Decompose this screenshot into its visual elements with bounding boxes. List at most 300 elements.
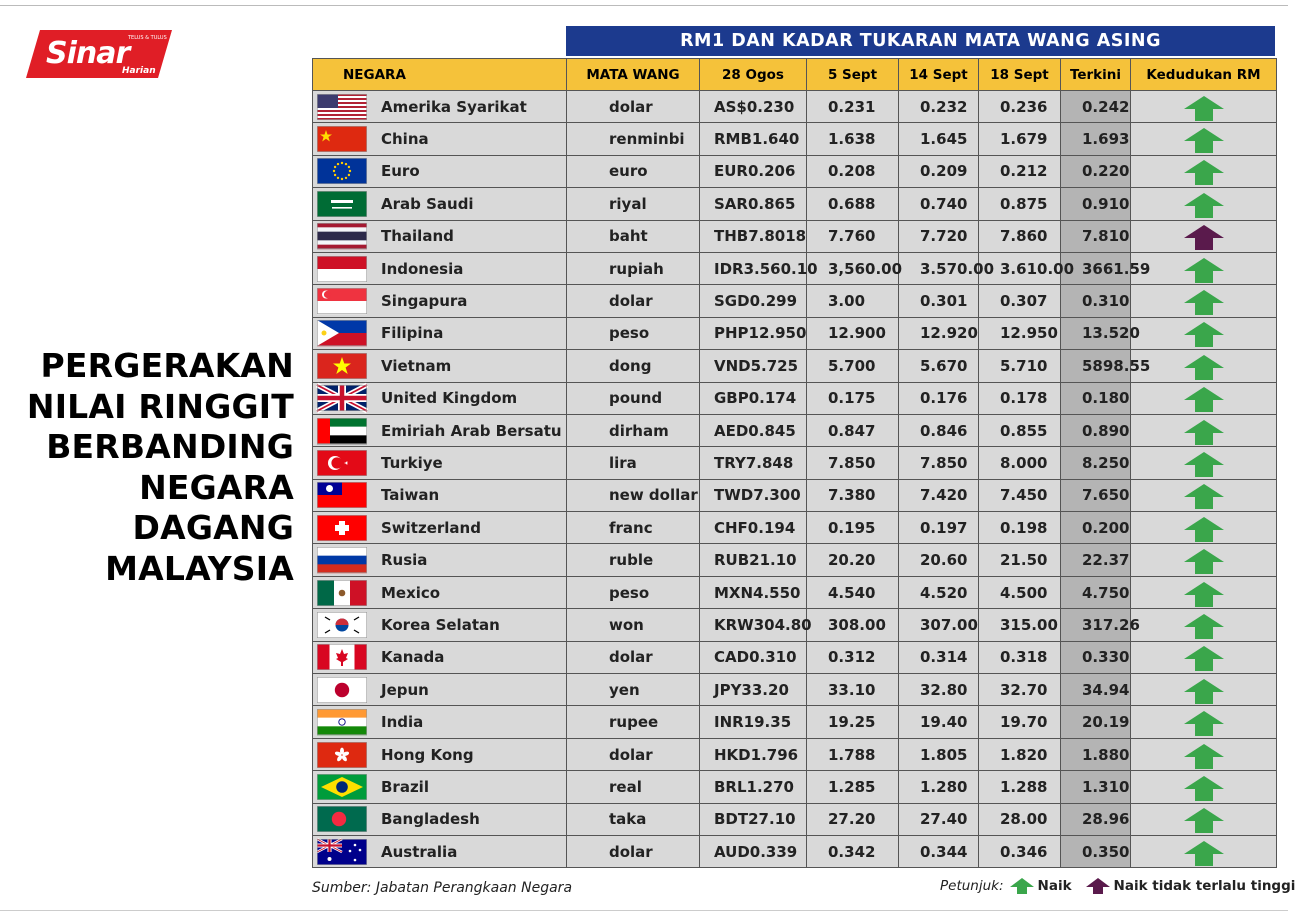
rate-28-ogos: PHP12.950 (700, 317, 807, 349)
rate-18-sept: 0.855 (979, 414, 1061, 446)
country-name: Filipina (381, 324, 444, 343)
country-cell (313, 91, 567, 123)
arrow-up-icon (1131, 484, 1276, 509)
rate-terkini: 4.750 (1061, 576, 1131, 608)
country-name: Rusia (381, 551, 428, 570)
country-cell (313, 803, 567, 835)
rate-terkini: 28.96 (1061, 803, 1131, 835)
country-cell (313, 576, 567, 608)
country-cell (313, 317, 567, 349)
country-cell (313, 674, 567, 706)
rate-18-sept: 315.00 (979, 609, 1061, 641)
table-row (313, 641, 1277, 673)
arrow-up-slight-icon (1086, 878, 1110, 894)
bottom-divider (0, 910, 1288, 911)
country-name: Korea Selatan (381, 615, 500, 634)
table-row (313, 188, 1277, 220)
rate-18-sept: 1.679 (979, 123, 1061, 155)
rate-18-sept: 0.236 (979, 91, 1061, 123)
kedudukan-cell (1131, 285, 1277, 317)
rate-14-sept: 0.209 (899, 155, 979, 187)
country-name: Switzerland (381, 518, 481, 537)
kedudukan-cell (1131, 641, 1277, 673)
table-row (313, 382, 1277, 414)
arrow-up-icon (1131, 711, 1276, 736)
country-name: Kanada (381, 648, 445, 667)
th-flag-icon (313, 223, 381, 249)
svg-text:Harian: Harian (122, 66, 156, 76)
rate-terkini: 0.220 (1061, 155, 1131, 187)
rate-5-sept: 1.788 (807, 738, 899, 770)
country-name: Brazil (381, 777, 429, 796)
rate-18-sept: 0.307 (979, 285, 1061, 317)
arrow-up-icon (1131, 517, 1276, 542)
kedudukan-cell (1131, 771, 1277, 803)
headline-line: BERBANDING (46, 427, 294, 466)
arrow-up-icon (1131, 355, 1276, 380)
country-name: Euro (381, 162, 420, 181)
table-row (313, 220, 1277, 252)
rate-5-sept: 0.208 (807, 155, 899, 187)
currency-cell: rupee (567, 706, 700, 738)
country-cell (313, 155, 567, 187)
currency-cell: baht (567, 220, 700, 252)
country-cell (313, 220, 567, 252)
tw-flag-icon (313, 482, 381, 508)
arrow-up-icon (1131, 128, 1276, 153)
table-row (313, 252, 1277, 284)
rate-14-sept: 0.344 (899, 835, 979, 867)
rate-18-sept: 0.212 (979, 155, 1061, 187)
rate-terkini: 0.910 (1061, 188, 1131, 220)
rate-terkini: 0.350 (1061, 835, 1131, 867)
country-cell (313, 835, 567, 867)
rate-terkini: 0.180 (1061, 382, 1131, 414)
col-header-terkini: Terkini (1061, 59, 1131, 91)
eu-flag-icon (313, 158, 381, 184)
rate-5-sept: 0.175 (807, 382, 899, 414)
rate-28-ogos: TWD7.300 (700, 479, 807, 511)
table-row (313, 609, 1277, 641)
rate-18-sept: 8.000 (979, 447, 1061, 479)
rate-18-sept: 0.346 (979, 835, 1061, 867)
country-cell (313, 414, 567, 446)
rate-14-sept: 0.314 (899, 641, 979, 673)
country-name: Vietnam (381, 356, 452, 375)
arrow-up-icon (1131, 322, 1276, 347)
rate-14-sept: 1.280 (899, 771, 979, 803)
hk-flag-icon (313, 742, 381, 768)
country-cell (313, 609, 567, 641)
country-cell (313, 771, 567, 803)
bd-flag-icon (313, 806, 381, 832)
kedudukan-cell (1131, 674, 1277, 706)
rate-18-sept: 5.710 (979, 350, 1061, 382)
rate-14-sept: 1.805 (899, 738, 979, 770)
rate-28-ogos: TRY7.848 (700, 447, 807, 479)
arrow-up-icon (1131, 96, 1276, 121)
rate-5-sept: 1.638 (807, 123, 899, 155)
currency-cell: yen (567, 674, 700, 706)
rate-5-sept: 7.850 (807, 447, 899, 479)
headline-line: DAGANG (132, 508, 294, 547)
sinar-harian-logo (26, 30, 172, 78)
ch-flag-icon (313, 515, 381, 541)
rate-28-ogos: AED0.845 (700, 414, 807, 446)
rate-18-sept: 0.875 (979, 188, 1061, 220)
rate-28-ogos: BRL1.270 (700, 771, 807, 803)
rate-28-ogos: MXN4.550 (700, 576, 807, 608)
kedudukan-cell (1131, 317, 1277, 349)
arrow-up-icon (1131, 808, 1276, 833)
currency-cell: riyal (567, 188, 700, 220)
rate-28-ogos: RMB1.640 (700, 123, 807, 155)
rate-28-ogos: SGD0.299 (700, 285, 807, 317)
table-row (313, 512, 1277, 544)
rate-28-ogos: AUD0.339 (700, 835, 807, 867)
kedudukan-cell (1131, 576, 1277, 608)
id-flag-icon (313, 256, 381, 282)
table-row (313, 350, 1277, 382)
rate-14-sept: 20.60 (899, 544, 979, 576)
rate-28-ogos: BDT27.10 (700, 803, 807, 835)
rate-18-sept: 32.70 (979, 674, 1061, 706)
kedudukan-cell (1131, 738, 1277, 770)
country-name: Emiriah Arab Bersatu (381, 421, 562, 440)
rate-28-ogos: HKD1.796 (700, 738, 807, 770)
currency-cell: peso (567, 317, 700, 349)
rate-14-sept: 3.570.00 (899, 252, 979, 284)
table-row (313, 771, 1277, 803)
rate-28-ogos: RUB21.10 (700, 544, 807, 576)
arrow-up-icon (1131, 744, 1276, 769)
rate-14-sept: 4.520 (899, 576, 979, 608)
currency-cell: euro (567, 155, 700, 187)
rate-28-ogos: EUR0.206 (700, 155, 807, 187)
currency-cell: renminbi (567, 123, 700, 155)
country-cell (313, 350, 567, 382)
country-cell (313, 285, 567, 317)
rate-terkini: 34.94 (1061, 674, 1131, 706)
rate-terkini: 5898.55 (1061, 350, 1131, 382)
rate-5-sept: 27.20 (807, 803, 899, 835)
col-header-18-sept: 18 Sept (979, 59, 1061, 91)
country-cell (313, 123, 567, 155)
arrow-up-icon (1131, 841, 1276, 866)
currency-cell: franc (567, 512, 700, 544)
rate-5-sept: 0.688 (807, 188, 899, 220)
table-row (313, 706, 1277, 738)
rate-terkini: 1.693 (1061, 123, 1131, 155)
rate-5-sept: 0.847 (807, 414, 899, 446)
ca-flag-icon (313, 644, 381, 670)
rate-terkini: 7.810 (1061, 220, 1131, 252)
country-name: Bangladesh (381, 810, 480, 829)
country-cell (313, 479, 567, 511)
table-row (313, 738, 1277, 770)
rate-14-sept: 0.740 (899, 188, 979, 220)
col-header-28-ogos: 28 Ogos (700, 59, 807, 91)
currency-cell: dolar (567, 835, 700, 867)
country-name: China (381, 130, 429, 149)
tr-flag-icon (313, 450, 381, 476)
kr-flag-icon (313, 612, 381, 638)
kedudukan-cell (1131, 479, 1277, 511)
country-name: Thailand (381, 227, 454, 246)
rate-terkini: 3661.59 (1061, 252, 1131, 284)
rate-5-sept: 3,560.00 (807, 252, 899, 284)
rate-terkini: 7.650 (1061, 479, 1131, 511)
country-cell (313, 447, 567, 479)
table-row (313, 835, 1277, 867)
svg-text:Sinar: Sinar (46, 36, 130, 71)
table-row (313, 155, 1277, 187)
rate-terkini: 1.880 (1061, 738, 1131, 770)
rate-terkini: 1.310 (1061, 771, 1131, 803)
col-header-kedudukan-rm: Kedudukan RM (1131, 59, 1277, 91)
arrow-up-icon (1131, 582, 1276, 607)
col-header-14-sept: 14 Sept (899, 59, 979, 91)
rate-terkini: 22.37 (1061, 544, 1131, 576)
headline-line: PERGERAKAN (40, 346, 294, 385)
country-name: Hong Kong (381, 745, 474, 764)
rate-14-sept: 5.670 (899, 350, 979, 382)
arrow-up-icon (1131, 614, 1276, 639)
arrow-up-icon (1131, 193, 1276, 218)
sg-flag-icon (313, 288, 381, 314)
rate-18-sept: 28.00 (979, 803, 1061, 835)
currency-cell: rupiah (567, 252, 700, 284)
rate-18-sept: 7.860 (979, 220, 1061, 252)
ae-flag-icon (313, 418, 381, 444)
rate-5-sept: 308.00 (807, 609, 899, 641)
currency-cell: real (567, 771, 700, 803)
currency-cell: dolar (567, 285, 700, 317)
kedudukan-cell (1131, 706, 1277, 738)
kedudukan-cell (1131, 414, 1277, 446)
rate-terkini: 0.310 (1061, 285, 1131, 317)
country-name: Indonesia (381, 259, 464, 278)
rate-14-sept: 7.850 (899, 447, 979, 479)
rate-28-ogos: GBP0.174 (700, 382, 807, 414)
rate-28-ogos: KRW304.80 (700, 609, 807, 641)
rate-5-sept: 0.312 (807, 641, 899, 673)
br-flag-icon (313, 774, 381, 800)
rate-terkini: 8.250 (1061, 447, 1131, 479)
rate-14-sept: 0.846 (899, 414, 979, 446)
country-cell (313, 738, 567, 770)
kedudukan-cell (1131, 512, 1277, 544)
rate-5-sept: 4.540 (807, 576, 899, 608)
country-name: India (381, 713, 424, 732)
country-cell (313, 382, 567, 414)
table-row (313, 317, 1277, 349)
rate-28-ogos: AS$0.230 (700, 91, 807, 123)
rate-18-sept: 0.198 (979, 512, 1061, 544)
rate-5-sept: 33.10 (807, 674, 899, 706)
rate-18-sept: 3.610.00 (979, 252, 1061, 284)
country-name: Taiwan (381, 486, 440, 505)
country-name: Turkiye (381, 453, 443, 472)
headline-line: NEGARA (139, 467, 294, 507)
rate-14-sept: 0.197 (899, 512, 979, 544)
gb-flag-icon (313, 385, 381, 411)
rate-14-sept: 0.176 (899, 382, 979, 414)
table-row (313, 414, 1277, 446)
rate-14-sept: 19.40 (899, 706, 979, 738)
rate-terkini: 20.19 (1061, 706, 1131, 738)
kedudukan-cell (1131, 123, 1277, 155)
country-name: United Kingdom (381, 389, 518, 408)
rate-18-sept: 21.50 (979, 544, 1061, 576)
au-flag-icon (313, 839, 381, 865)
headline-line: NILAI RINGGIT (26, 386, 294, 426)
currency-cell: taka (567, 803, 700, 835)
rate-18-sept: 1.288 (979, 771, 1061, 803)
currency-cell: dolar (567, 641, 700, 673)
table-row (313, 91, 1277, 123)
country-name: Singapura (381, 292, 468, 311)
kedudukan-cell (1131, 835, 1277, 867)
arrow-up-icon (1131, 420, 1276, 445)
rate-28-ogos: VND5.725 (700, 350, 807, 382)
svg-text:TELUS & TULUS: TELUS & TULUS (128, 35, 167, 41)
in-flag-icon (313, 709, 381, 735)
rate-terkini: 317.26 (1061, 609, 1131, 641)
country-name: Jepun (381, 680, 429, 699)
legend-up-text: Naik (1037, 878, 1072, 894)
rate-14-sept: 1.645 (899, 123, 979, 155)
country-name: Amerika Syarikat (381, 97, 527, 116)
kedudukan-cell (1131, 609, 1277, 641)
currency-cell: pound (567, 382, 700, 414)
rate-terkini: 0.330 (1061, 641, 1131, 673)
vn-flag-icon (313, 353, 381, 379)
rate-18-sept: 0.178 (979, 382, 1061, 414)
ru-flag-icon (313, 547, 381, 573)
arrow-up-icon (1131, 290, 1276, 315)
rate-14-sept: 0.232 (899, 91, 979, 123)
table-header-row (313, 59, 1277, 91)
rate-18-sept: 12.950 (979, 317, 1061, 349)
table-row (313, 674, 1277, 706)
rate-14-sept: 12.920 (899, 317, 979, 349)
kedudukan-cell (1131, 220, 1277, 252)
rate-14-sept: 307.00 (899, 609, 979, 641)
country-cell (313, 706, 567, 738)
currency-cell: dong (567, 350, 700, 382)
rate-18-sept: 0.318 (979, 641, 1061, 673)
mx-flag-icon (313, 580, 381, 606)
cn-flag-icon (313, 126, 381, 152)
jp-flag-icon (313, 677, 381, 703)
rate-14-sept: 0.301 (899, 285, 979, 317)
source-label: Sumber: (312, 880, 372, 896)
rate-18-sept: 7.450 (979, 479, 1061, 511)
source-note (312, 880, 572, 896)
rate-5-sept: 7.380 (807, 479, 899, 511)
legend-up-slight-text: Naik tidak terlalu tinggi (1113, 878, 1295, 894)
rate-5-sept: 1.285 (807, 771, 899, 803)
country-cell (313, 544, 567, 576)
rate-terkini: 0.200 (1061, 512, 1131, 544)
sa-flag-icon (313, 191, 381, 217)
rate-5-sept: 0.342 (807, 835, 899, 867)
rate-5-sept: 0.195 (807, 512, 899, 544)
country-cell (313, 252, 567, 284)
exchange-rate-table (312, 58, 1277, 868)
us-flag-icon (313, 94, 381, 120)
legend (940, 878, 1295, 894)
kedudukan-cell (1131, 91, 1277, 123)
rate-terkini: 13.520 (1061, 317, 1131, 349)
kedudukan-cell (1131, 382, 1277, 414)
table-row (313, 447, 1277, 479)
table-row (313, 123, 1277, 155)
rate-14-sept: 7.720 (899, 220, 979, 252)
rate-5-sept: 5.700 (807, 350, 899, 382)
source-text: Jabatan Perangkaan Negara (375, 880, 573, 896)
table-title: RM1 DAN KADAR TUKARAN MATA WANG ASING (566, 26, 1275, 56)
rate-5-sept: 12.900 (807, 317, 899, 349)
currency-cell: lira (567, 447, 700, 479)
table-row (313, 285, 1277, 317)
currency-cell: won (567, 609, 700, 641)
col-header-negara: NEGARA (313, 59, 567, 91)
ph-flag-icon (313, 320, 381, 346)
currency-cell: ruble (567, 544, 700, 576)
table-row (313, 544, 1277, 576)
arrow-up-icon (1131, 549, 1276, 574)
rate-5-sept: 0.231 (807, 91, 899, 123)
arrow-up-icon (1131, 776, 1276, 801)
rate-terkini: 0.890 (1061, 414, 1131, 446)
legend-label: Petunjuk: (940, 878, 1004, 894)
country-name: Australia (381, 842, 458, 861)
rate-5-sept: 3.00 (807, 285, 899, 317)
arrow-up-icon (1010, 878, 1034, 894)
rate-28-ogos: THB7.8018 (700, 220, 807, 252)
country-name: Mexico (381, 583, 441, 602)
country-cell (313, 641, 567, 673)
rate-5-sept: 19.25 (807, 706, 899, 738)
currency-cell: peso (567, 576, 700, 608)
rate-14-sept: 7.420 (899, 479, 979, 511)
kedudukan-cell (1131, 803, 1277, 835)
rate-28-ogos: JPY33.20 (700, 674, 807, 706)
arrow-up-slight-icon (1131, 225, 1276, 250)
kedudukan-cell (1131, 188, 1277, 220)
table-row (313, 803, 1277, 835)
rate-28-ogos: SAR0.865 (700, 188, 807, 220)
arrow-up-icon (1131, 679, 1276, 704)
currency-cell: dirham (567, 414, 700, 446)
country-cell (313, 512, 567, 544)
rate-5-sept: 20.20 (807, 544, 899, 576)
col-header-mata-wang: MATA WANG (567, 59, 700, 91)
country-cell (313, 188, 567, 220)
currency-cell: new dollar (567, 479, 700, 511)
currency-cell: dolar (567, 91, 700, 123)
rate-18-sept: 19.70 (979, 706, 1061, 738)
arrow-up-icon (1131, 452, 1276, 477)
arrow-up-icon (1131, 646, 1276, 671)
arrow-up-icon (1131, 387, 1276, 412)
rate-28-ogos: CAD0.310 (700, 641, 807, 673)
rate-18-sept: 4.500 (979, 576, 1061, 608)
table-row (313, 479, 1277, 511)
rate-28-ogos: CHF0.194 (700, 512, 807, 544)
